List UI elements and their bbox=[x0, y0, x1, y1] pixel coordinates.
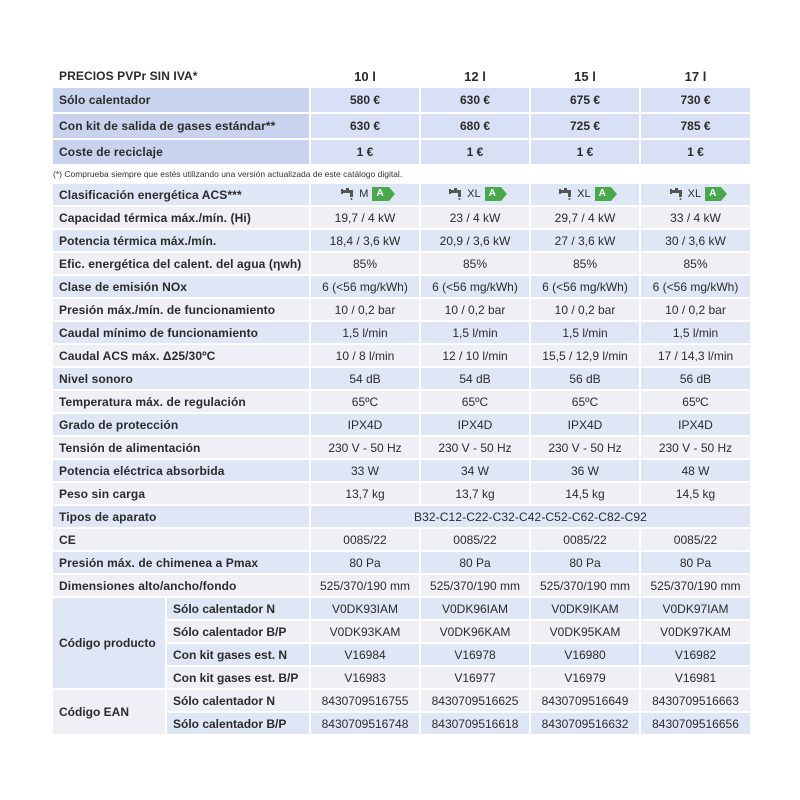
catalog-note: (*) Comprueba siempre que estés utilizando una versión actualizada de este catálogo digital. bbox=[53, 166, 750, 182]
row-label: Temperatura máx. de regulación bbox=[53, 391, 309, 412]
codigo-cell: V0DK97KAM bbox=[639, 621, 750, 642]
spec-cell: 13,7 kg bbox=[309, 483, 419, 504]
spec-cell: 80 Pa bbox=[309, 552, 419, 573]
ean-cell: 8430709516755 bbox=[309, 690, 419, 711]
ean-cell: 8430709516632 bbox=[529, 713, 639, 734]
spec-cell: 19,7 / 4 kW bbox=[309, 207, 419, 228]
spec-cell: 1,5 l/min bbox=[309, 322, 419, 343]
price-row bbox=[53, 88, 750, 112]
tap-icon bbox=[670, 188, 684, 200]
spec-cell: 80 Pa bbox=[529, 552, 639, 573]
codigo-cell: V16982 bbox=[639, 644, 750, 665]
codigo-cell: V0DK93KAM bbox=[309, 621, 419, 642]
row-sublabel: Sólo calentador N bbox=[167, 598, 309, 619]
spec-cell: IPX4D bbox=[419, 414, 529, 435]
row-label: Tensión de alimentación bbox=[53, 437, 309, 458]
ean-cell: 8430709516656 bbox=[639, 713, 750, 734]
tipos-value: B32-C12-C22-C32-C42-C52-C62-C82-C92 bbox=[309, 506, 750, 527]
spec-cell: 80 Pa bbox=[639, 552, 750, 573]
ean-group-label: Código EAN bbox=[53, 690, 167, 734]
price-cell: 675 € bbox=[529, 88, 639, 112]
codigo-cell: V16978 bbox=[419, 644, 529, 665]
size-10: 10 l bbox=[309, 66, 419, 86]
spec-cell: IPX4D bbox=[639, 414, 750, 435]
codigo-cell: V16977 bbox=[419, 667, 529, 688]
spec-cell: 230 V - 50 Hz bbox=[419, 437, 529, 458]
energy-class-badge: A bbox=[595, 187, 611, 201]
spec-row bbox=[53, 230, 750, 251]
spec-cell: 54 dB bbox=[309, 368, 419, 389]
row-sublabel: Sólo calentador N bbox=[167, 690, 309, 711]
profile-size: XL bbox=[577, 187, 591, 200]
tap-icon bbox=[341, 188, 355, 200]
row-label: Sólo calentador bbox=[53, 88, 309, 112]
energy-class-badge: A bbox=[372, 187, 388, 201]
spec-cell: 29,7 / 4 kW bbox=[529, 207, 639, 228]
spec-row bbox=[53, 391, 750, 412]
spec-cell: 0085/22 bbox=[309, 529, 419, 550]
row-label: Caudal ACS máx. Δ25/30ºC bbox=[53, 345, 309, 366]
spec-cell: IPX4D bbox=[309, 414, 419, 435]
spec-row bbox=[53, 276, 750, 297]
ean-cell: 8430709516649 bbox=[529, 690, 639, 711]
spec-row bbox=[53, 322, 750, 343]
row-label: Peso sin carga bbox=[53, 483, 309, 504]
spec-cell: 525/370/190 mm bbox=[529, 575, 639, 596]
row-sublabel: Sólo calentador B/P bbox=[167, 713, 309, 734]
spec-cell: 6 (<56 mg/kWh) bbox=[529, 276, 639, 297]
spec-row bbox=[53, 299, 750, 320]
codigo-cell: V16984 bbox=[309, 644, 419, 665]
price-row bbox=[53, 114, 750, 138]
codigo-group-label: Código producto bbox=[53, 598, 167, 688]
profile-size: XL bbox=[687, 187, 702, 200]
row-label: Clasificación energética ACS*** bbox=[53, 184, 309, 205]
price-cell: 1 € bbox=[529, 140, 639, 164]
row-label: Caudal mínimo de funcionamiento bbox=[53, 322, 309, 343]
size-12: 12 l bbox=[419, 66, 529, 86]
spec-cell: 230 V - 50 Hz bbox=[309, 437, 419, 458]
spec-row bbox=[53, 552, 750, 573]
size-15: 15 l bbox=[529, 66, 639, 86]
row-label: Potencia eléctrica absorbida bbox=[53, 460, 309, 481]
price-cell: 730 € bbox=[639, 88, 750, 112]
spec-cell: 18,4 / 3,6 kW bbox=[309, 230, 419, 251]
price-cell: 1 € bbox=[309, 140, 419, 164]
codigo-cell: V16983 bbox=[309, 667, 419, 688]
spec-cell: 525/370/190 mm bbox=[639, 575, 750, 596]
spec-row bbox=[53, 483, 750, 504]
spec-cell: 14,5 kg bbox=[529, 483, 639, 504]
spec-cell: 6 (<56 mg/kWh) bbox=[309, 276, 419, 297]
spec-cell: 0085/22 bbox=[419, 529, 529, 550]
energy-cell bbox=[639, 184, 750, 205]
row-label: Tipos de aparato bbox=[53, 506, 309, 527]
profile-size: M bbox=[359, 187, 369, 200]
spec-cell: 85% bbox=[639, 253, 750, 274]
codigo-cell: V0DK96IAM bbox=[419, 598, 529, 619]
price-cell: 680 € bbox=[419, 114, 529, 138]
codigo-cell: V0DK96KAM bbox=[419, 621, 529, 642]
energy-class-badge: A bbox=[485, 187, 501, 201]
spec-cell: 17 / 14,3 l/min bbox=[639, 345, 750, 366]
spec-row bbox=[53, 437, 750, 458]
codigo-cell: V16981 bbox=[639, 667, 750, 688]
spec-cell: 15,5 / 12,9 l/min bbox=[529, 345, 639, 366]
spec-cell: 80 Pa bbox=[419, 552, 529, 573]
energy-cell bbox=[309, 184, 419, 205]
row-label: Nivel sonoro bbox=[53, 368, 309, 389]
spec-row bbox=[53, 575, 750, 596]
spec-cell: 1,5 l/min bbox=[419, 322, 529, 343]
price-cell: 785 € bbox=[639, 114, 750, 138]
row-label: Con kit de salida de gases estándar** bbox=[53, 114, 309, 138]
spec-cell: IPX4D bbox=[529, 414, 639, 435]
spec-cell: 27 / 3,6 kW bbox=[529, 230, 639, 251]
spec-cell: 30 / 3,6 kW bbox=[639, 230, 750, 251]
codigo-cell: V0DK97IAM bbox=[639, 598, 750, 619]
spec-cell: 1,5 l/min bbox=[639, 322, 750, 343]
row-sublabel: Con kit gases est. B/P bbox=[167, 667, 309, 688]
spec-cell: 48 W bbox=[639, 460, 750, 481]
spec-cell: 0085/22 bbox=[529, 529, 639, 550]
spec-cell: 230 V - 50 Hz bbox=[529, 437, 639, 458]
ean-cell: 8430709516618 bbox=[419, 713, 529, 734]
spec-row bbox=[53, 253, 750, 274]
ean-cell: 8430709516663 bbox=[639, 690, 750, 711]
spec-cell: 525/370/190 mm bbox=[419, 575, 529, 596]
price-cell: 725 € bbox=[529, 114, 639, 138]
row-label: Presión máx./mín. de funcionamiento bbox=[53, 299, 309, 320]
row-label: CE bbox=[53, 529, 309, 550]
price-cell: 1 € bbox=[639, 140, 750, 164]
spec-cell: 525/370/190 mm bbox=[309, 575, 419, 596]
energy-class-badge: A bbox=[705, 187, 721, 201]
tipos-row bbox=[53, 506, 750, 527]
row-sublabel: Sólo calentador B/P bbox=[167, 621, 309, 642]
ean-row bbox=[53, 690, 750, 711]
spec-cell: 65ºC bbox=[419, 391, 529, 412]
spec-cell: 10 / 0,2 bar bbox=[639, 299, 750, 320]
spec-cell: 10 / 8 l/min bbox=[309, 345, 419, 366]
note-row bbox=[53, 166, 750, 182]
spec-table bbox=[53, 64, 750, 736]
spec-cell: 10 / 0,2 bar bbox=[529, 299, 639, 320]
spec-cell: 34 W bbox=[419, 460, 529, 481]
row-label: Potencia térmica máx./mín. bbox=[53, 230, 309, 251]
row-label: Dimensiones alto/ancho/fondo bbox=[53, 575, 309, 596]
row-sublabel: Con kit gases est. N bbox=[167, 644, 309, 665]
price-cell: 1 € bbox=[419, 140, 529, 164]
tap-icon bbox=[449, 188, 463, 200]
energy-row bbox=[53, 184, 750, 205]
energy-cell bbox=[419, 184, 529, 205]
price-cell: 630 € bbox=[309, 114, 419, 138]
row-label: Clase de emisión NOx bbox=[53, 276, 309, 297]
spec-cell: 54 dB bbox=[419, 368, 529, 389]
spec-row bbox=[53, 368, 750, 389]
row-label: Capacidad térmica máx./mín. (Hi) bbox=[53, 207, 309, 228]
spec-row bbox=[53, 460, 750, 481]
codigo-row bbox=[53, 598, 750, 619]
tap-icon bbox=[559, 188, 573, 200]
price-header-row bbox=[53, 66, 750, 86]
codigo-cell: V0DK95KAM bbox=[529, 621, 639, 642]
spec-row bbox=[53, 345, 750, 366]
row-label: Efic. energética del calent. del agua (ηwh) bbox=[53, 253, 309, 274]
row-label: Coste de reciclaje bbox=[53, 140, 309, 164]
price-cell: 630 € bbox=[419, 88, 529, 112]
spec-cell: 23 / 4 kW bbox=[419, 207, 529, 228]
spec-cell: 13,7 kg bbox=[419, 483, 529, 504]
spec-cell: 85% bbox=[529, 253, 639, 274]
spec-cell: 36 W bbox=[529, 460, 639, 481]
spec-cell: 1,5 l/min bbox=[529, 322, 639, 343]
spec-row bbox=[53, 529, 750, 550]
codigo-cell: V16980 bbox=[529, 644, 639, 665]
codigo-cell: V0DK9IKAM bbox=[529, 598, 639, 619]
spec-row bbox=[53, 207, 750, 228]
ean-cell: 8430709516748 bbox=[309, 713, 419, 734]
spec-cell: 85% bbox=[419, 253, 529, 274]
spec-cell: 56 dB bbox=[529, 368, 639, 389]
spec-cell: 10 / 0,2 bar bbox=[309, 299, 419, 320]
spec-cell: 6 (<56 mg/kWh) bbox=[639, 276, 750, 297]
spec-cell: 33 / 4 kW bbox=[639, 207, 750, 228]
spec-cell: 20,9 / 3,6 kW bbox=[419, 230, 529, 251]
profile-size: XL bbox=[467, 187, 481, 200]
codigo-cell: V16979 bbox=[529, 667, 639, 688]
codigo-cell: V0DK93IAM bbox=[309, 598, 419, 619]
spec-cell: 10 / 0,2 bar bbox=[419, 299, 529, 320]
spec-cell: 230 V - 50 Hz bbox=[639, 437, 750, 458]
row-label: Grado de protección bbox=[53, 414, 309, 435]
ean-cell: 8430709516625 bbox=[419, 690, 529, 711]
price-cell: 580 € bbox=[309, 88, 419, 112]
spec-cell: 33 W bbox=[309, 460, 419, 481]
row-label: Presión máx. de chimenea a Pmax bbox=[53, 552, 309, 573]
spec-cell: 14,5 kg bbox=[639, 483, 750, 504]
spec-cell: 65ºC bbox=[309, 391, 419, 412]
price-row bbox=[53, 140, 750, 164]
size-17: 17 l bbox=[639, 66, 750, 86]
spec-cell: 0085/22 bbox=[639, 529, 750, 550]
spec-cell: 6 (<56 mg/kWh) bbox=[419, 276, 529, 297]
spec-cell: 85% bbox=[309, 253, 419, 274]
spec-row bbox=[53, 414, 750, 435]
spec-cell: 65ºC bbox=[639, 391, 750, 412]
spec-cell: 65ºC bbox=[529, 391, 639, 412]
spec-cell: 56 dB bbox=[639, 368, 750, 389]
price-title: PRECIOS PVPr SIN IVA* bbox=[53, 66, 309, 86]
spec-cell: 12 / 10 l/min bbox=[419, 345, 529, 366]
energy-cell bbox=[529, 184, 639, 205]
